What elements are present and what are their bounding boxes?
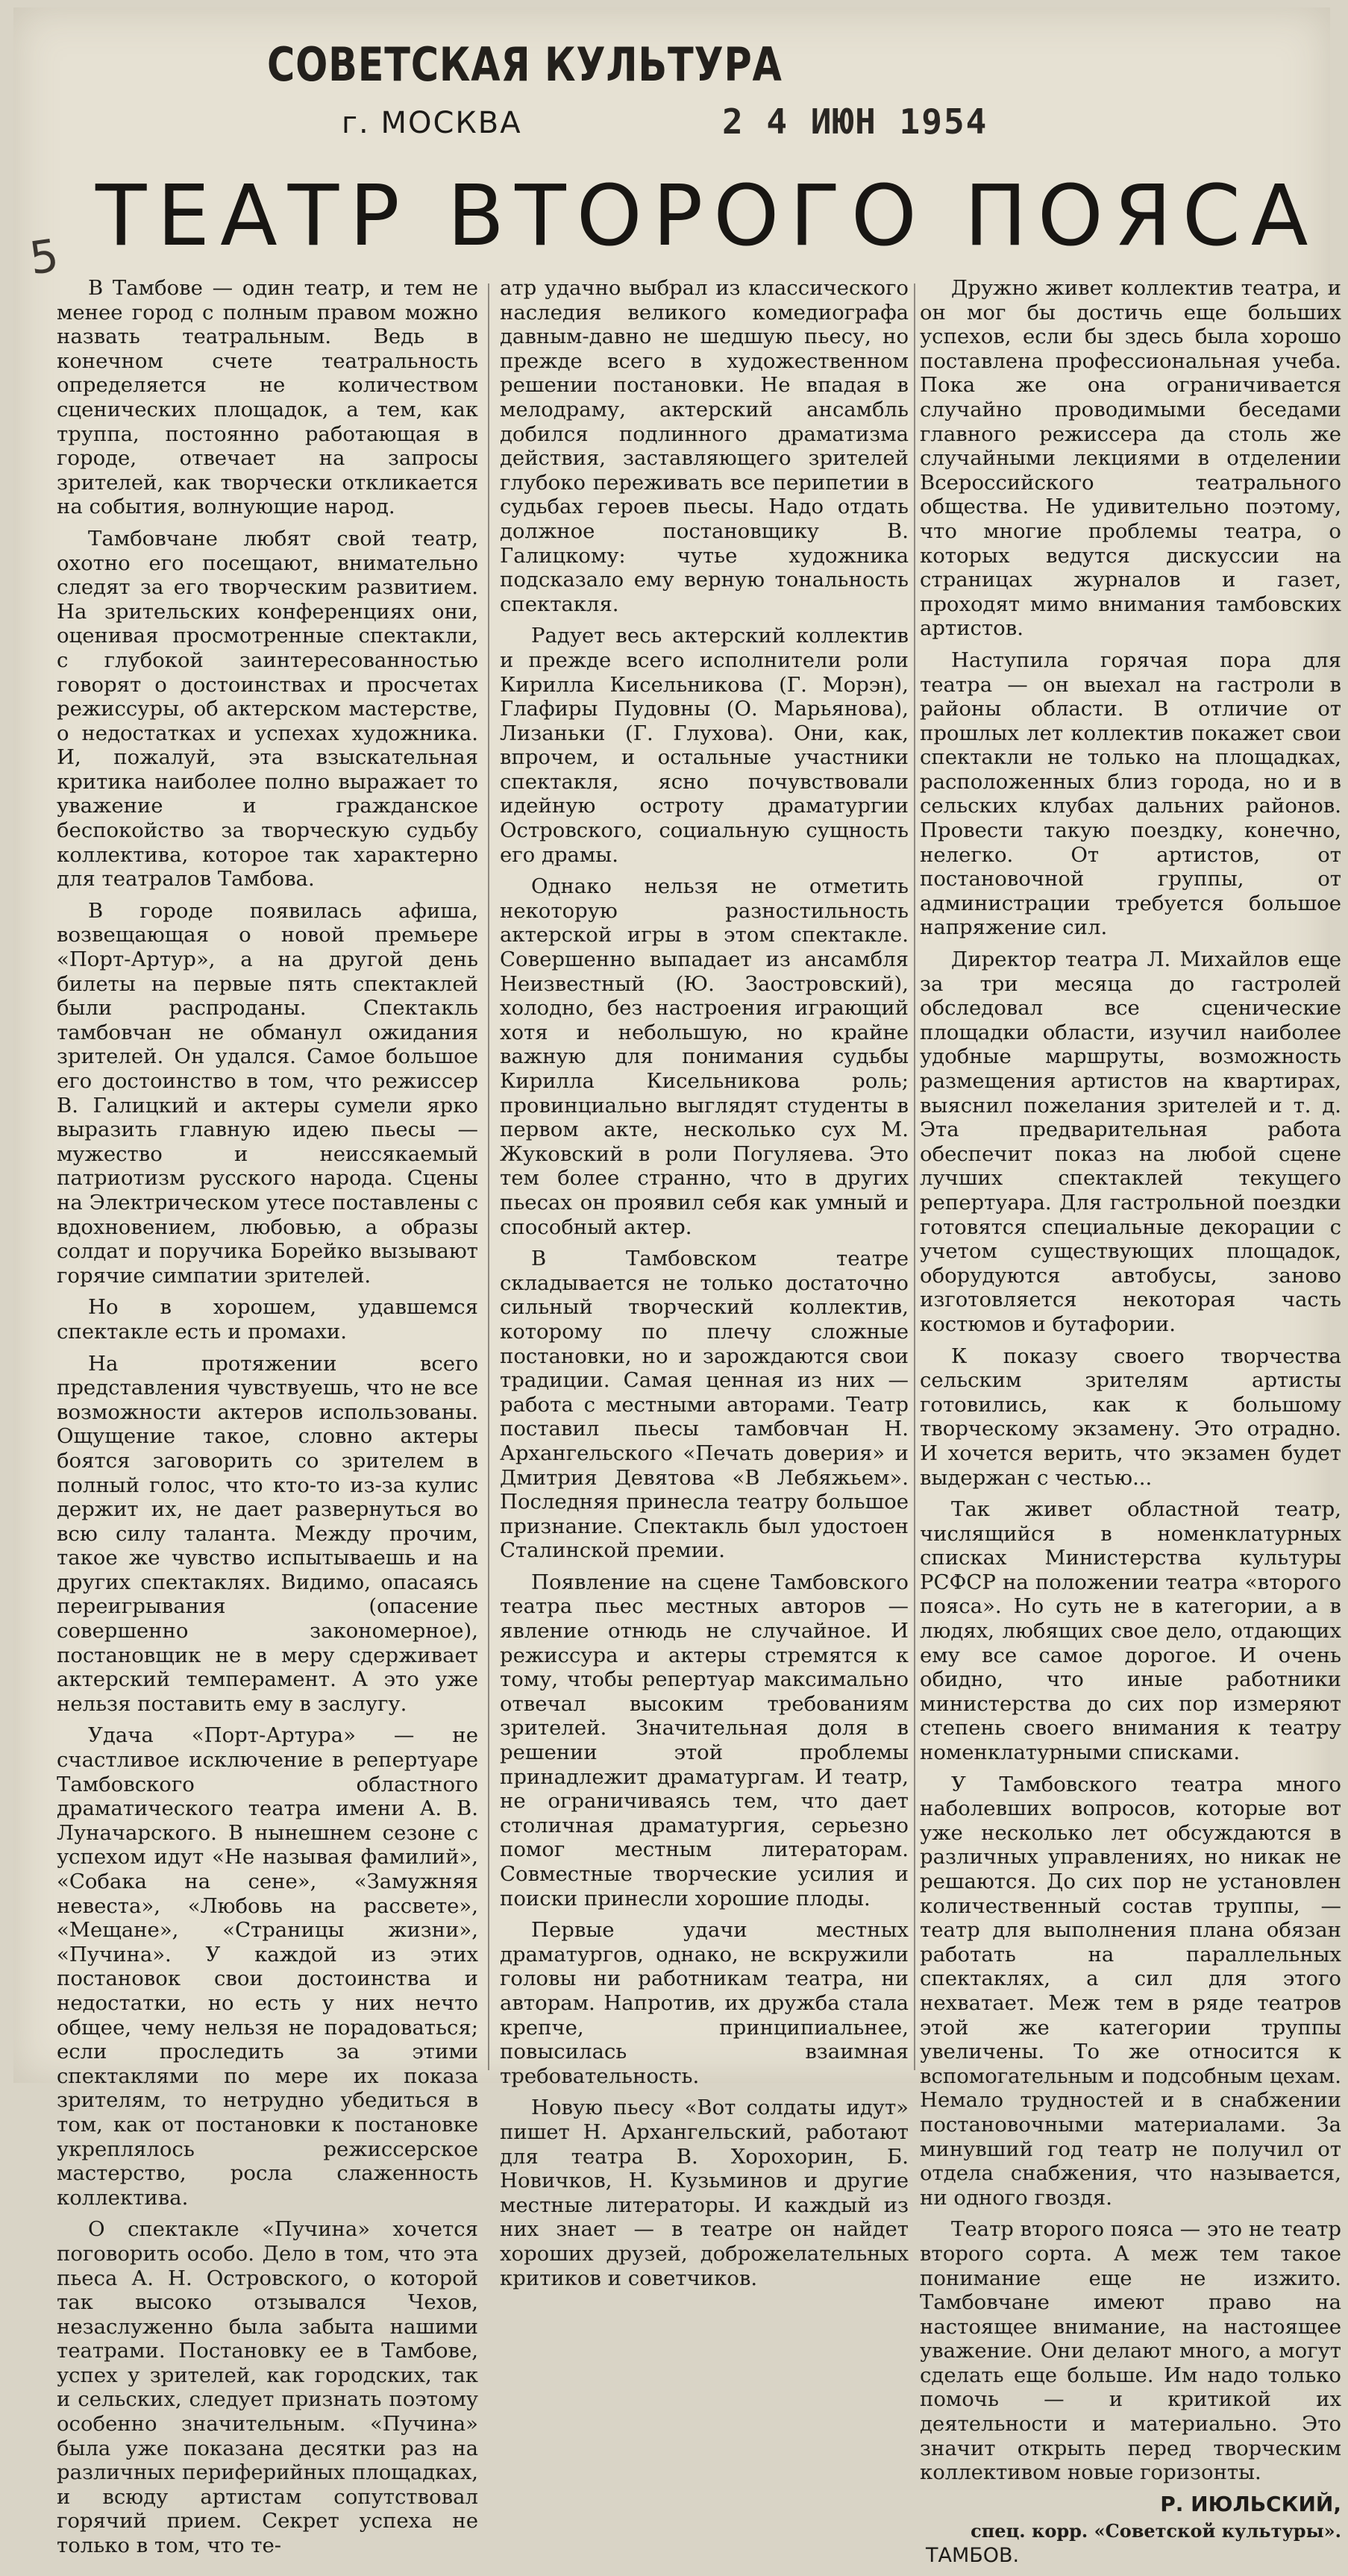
paragraph: У Тамбовского театра много наболевших вопросов, которые вот уже несколько лет обсуждаются в различных управлениях, но никак не решаются. До сих пор не установлен количественный состав труппы, — театр для выполнения плана обязан работать на параллельных спектаклях, а сил для этого нехватает. Меж тем в ряде театров этой же категории труппы увеличены. То же относится к вспомогательным и подсобным цехам. Немало трудностей и в снабжении постановочными материалами. За минувший год театр не получил от отдела снабжения, что называется, ни одного гвоздя. bbox=[920, 1772, 1341, 2210]
paragraph: Но в хорошем, удавшемся спектакле есть и промахи. bbox=[57, 1295, 478, 1344]
handwritten-number: 5 bbox=[26, 229, 62, 286]
article-headline: ТЕАТР ВТОРОГО ПОЯСА bbox=[95, 168, 1319, 265]
paragraph: атр удачно выбрал из классического наследия великого комедиографа давным-давно не шедшую пьесу, но прежде всего в художественном решении постановки. Не впадая в мелодраму, актерский ансамбль добился подлинного драматизма действия, заставляющего зрителей глубоко переживать все перипетии в судьбах героев пьесы. Надо отдать должное постановщику В. Галицкому: чутье художника подсказало ему верную тональность спектакля. bbox=[500, 276, 909, 616]
author-signature: Р. ИЮЛЬСКИЙ, bbox=[1160, 2491, 1341, 2516]
article-column-2 bbox=[500, 276, 909, 2298]
paragraph: О спектакле «Пучина» хочется поговорить особо. Дело в том, что эта пьеса А. Н. Островского, о которой так высоко отзывался Чехов, незаслуженно была забыта нашими театрами. Постановку ее в Тамбове, успех у зрителей, как городских, так и сельских, следует признать поэтому особенно значительным. «Пучина» была уже показана десятки раз на различных периферийных площадках, и всюду артистам сопутствовал горячий прием. Секрет успеха не только в том, что те- bbox=[57, 2217, 478, 2558]
column-divider bbox=[914, 283, 915, 2070]
paragraph: Появление на сцене Тамбовского театра пьес местных авторов — явление отнюдь не случайное. И режиссура и актеры стремятся к тому, чтобы репертуар максимально отвечал высоким требованиям зрителей. Значительная доля в решении этой проблемы принадлежит драматургам. И театр, не ограничиваясь тем, что дает столичная драматургия, серьезно помог местным литераторам. Совместные творческие усилия и поиски принесли хорошие плоды. bbox=[500, 1570, 909, 1911]
city-label: г. МОСКВА bbox=[342, 106, 522, 140]
paragraph: На протяжении всего представления чувствуешь, что не все возможности актеров использованы. Ощущение такое, словно актеры боятся заговорить со зрителем в полный голос, что кто-то из-за кулис держит их, не дает развернуться во всю силу таланта. Между прочим, такое же чувство испытываешь и на других спектаклях. Видимо, опасаясь переигрывания (опасение совершенно закономерное), постановщик не в меру сдерживает актерский темперамент. А это уже нельзя поставить ему в заслугу. bbox=[57, 1351, 478, 1716]
date-stamp: 2 4 ИЮН 1954 bbox=[722, 101, 988, 142]
paragraph: Директор театра Л. Михайлов еще за три месяца до гастролей обследовал все сценические площадки области, изучил наиболее удобные маршруты, возможность размещения артистов на квартирах, выяснил пожелания зрителей и т. д. Эта предварительная работа обеспечит показ на любой сцене лучших спектаклей текущего репертуара. Для гастрольной поездки готовятся специальные декорации с учетом существующих площадок, оборудуются автобусы, заново изготовляется некоторая часть костюмов и бутафории. bbox=[920, 947, 1341, 1336]
paragraph: Радует весь актерский коллектив и прежде всего исполнители роли Кирилла Кисельникова (Г. Морэн), Глафиры Пудовны (О. Марьянова), Лизаньки (Г. Глухова). Они, как, впрочем, и остальные участники спектакля, ясно почувствовали идейную остроту драматургии Островского, социальную сущность его драмы. bbox=[500, 624, 909, 867]
paragraph: Театр второго пояса — это не театр второго сорта. А меж тем такое понимание еще не изжито. Тамбовчане имеют право на настоящее внимание, на настоящее уважение. Они делают много, а могут сделать еще больше. Им надо только помочь — и критикой их деятельности и материально. Это значит открыть перед творческим коллективом новые горизонты. bbox=[920, 2217, 1341, 2485]
newspaper-name: СОВЕТСКАЯ КУЛЬТУРА bbox=[267, 37, 783, 92]
paragraph: Тамбовчане любят свой театр, охотно его посещают, внимательно следят за его творческим развитием. На зрительских конференциях они, оценивая просмотренные спектакли, с глубокой заинтересованностью говорят о достоинствах и просчетах режиссуры, об актерском мастерстве, о недостатках и успехах художника. И, пожалуй, эта взыскательная критика наиболее полно выражает то уважение и гражданское беспокойство за творческую судьбу коллектива, которое так характерно для театралов Тамбова. bbox=[57, 526, 478, 891]
paragraph: Удача «Порт-Артура» — не счастливое исключение в репертуаре Тамбовского областного драматического театра имени А. В. Луначарского. В нынешнем сезоне с успехом идут «Не называя фамилий», «Собака на сене», «Замужняя невеста», «Любовь на рассвете», «Мещане», «Страницы жизни», «Пучина». У каждой из этих постановок свои достоинства и недостатки, но есть у них нечто общее, чему нельзя не порадоваться; если проследить за этими спектаклями по мере их показа зрителям, то нетрудно убедиться в том, как от постановки к постановке укреплялось режиссерское мастерство, росла слаженность коллектива. bbox=[57, 1723, 478, 2210]
author-position: спец. корр. «Советской культуры». bbox=[971, 2520, 1341, 2542]
paragraph: В городе появилась афиша, возвещающая о новой премьере «Порт-Артур», а на другой день билеты на первые пять спектаклей были распроданы. Спектакль тамбовчан не обманул ожидания зрителей. Он удался. Самое большое его достоинство в том, что режиссер В. Галицкий и актеры сумели ярко выразить главную идею пьесы — мужество и неиссякаемый патриотизм русского народа. Сцены на Электрическом утесе поставлены с вдохновением, любовью, а образы солдат и поручика Борейко вызывают горячие симпатии зрителей. bbox=[57, 898, 478, 1288]
column-divider bbox=[488, 283, 489, 2070]
paragraph: В Тамбове — один театр, и тем не менее город с полным правом можно назвать театральным. Ведь в конечном счете театральность определяется не количеством сценических площадок, а тем, как труппа, постоянно работающая в городе, отвечает на запросы зрителей, как творчески откликается на события, волнующие народ. bbox=[57, 276, 478, 519]
paragraph: Так живет областной театр, числящийся в номенклатурных списках Министерства культуры РСФСР на положении театра «второго пояса». Но суть не в категории, а в людях, любящих свое дело, отдающих ему все самое дорогое. И очень обидно, что иные работники министерства до сих пор измеряют степень своего внимания к театру номенклатурными списками. bbox=[920, 1497, 1341, 1765]
dateline-place: ТАМБОВ. bbox=[926, 2544, 1020, 2568]
paragraph: Дружно живет коллектив театра, и он мог бы достичь еще больших успехов, если бы здесь была хорошо поставлена профессиональная учеба. Пока же она ограничивается случайно проводимыми беседами главного режиссера да столь же случайными лекциями в отделении Всероссийского театрального общества. Не удивительно поэтому, что многие проблемы театра, о которых ведутся дискуссии на страницах журналов и газет, проходят мимо внимания тамбовских артистов. bbox=[920, 276, 1341, 641]
paragraph: Однако нельзя не отметить некоторую разностильность актерской игры в этом спектакле. Совершенно выпадает из ансамбля Неизвестный (Ю. Заостровский), холодно, без настроения играющий хотя и небольшую, но крайне важную для понимания судьбы Кирилла Кисельникова роль; провинциально выглядят студенты в первом акте, несколько сух М. Жуковский в роли Погуляева. Это тем более странно, что в других пьесах он проявил себя как умный и способный актер. bbox=[500, 874, 909, 1239]
paragraph: Новую пьесу «Вот солдаты идут» пишет Н. Архангельский, работают для театра В. Хорохорин, Б. Новичков, Н. Кузьминов и другие местные литераторы. И каждый из них знает — в театре он найдет хороших друзей, доброжелательных критиков и советчиков. bbox=[500, 2096, 909, 2290]
paragraph: К показу своего творчества сельским зрителям артисты готовились, как к большому творческому экзамену. Это отрадно. И хочется верить, что экзамен будет выдержан с честью... bbox=[920, 1344, 1341, 1490]
article-column-3 bbox=[920, 276, 1341, 2576]
article-column-1 bbox=[57, 276, 478, 2566]
paragraph: Наступила горячая пора для театра — он выехал на гастроли в районы области. В отличие от прошлых лет коллектив покажет свои спектакли не только на площадках, расположенных близ города, но и в сельских клубах дальних районов. Провести такую поездку, конечно, нелегко. От артистов, от постановочной группы, от администрации требуется большое напряжение сил. bbox=[920, 648, 1341, 940]
newspaper-clipping bbox=[13, 7, 1341, 2568]
paragraph: Первые удачи местных драматургов, однако, не вскружили головы ни работникам театра, ни авторам. Напротив, их дружба стала крепче, принципиальнее, повысилась взаимная требовательность. bbox=[500, 1918, 909, 2088]
paragraph: В Тамбовском театре складывается не только достаточно сильный творческий коллектив, которому по плечу сложные постановки, но и зарождаются свои традиции. Самая ценная из них — работа с местными авторами. Театр поставил пьесы тамбовчан Н. Архангельского «Печать доверия» и Дмитрия Девятова «В Лебяжьем». Последняя принесла театру большое признание. Спектакль был удостоен Сталинской премии. bbox=[500, 1247, 909, 1563]
